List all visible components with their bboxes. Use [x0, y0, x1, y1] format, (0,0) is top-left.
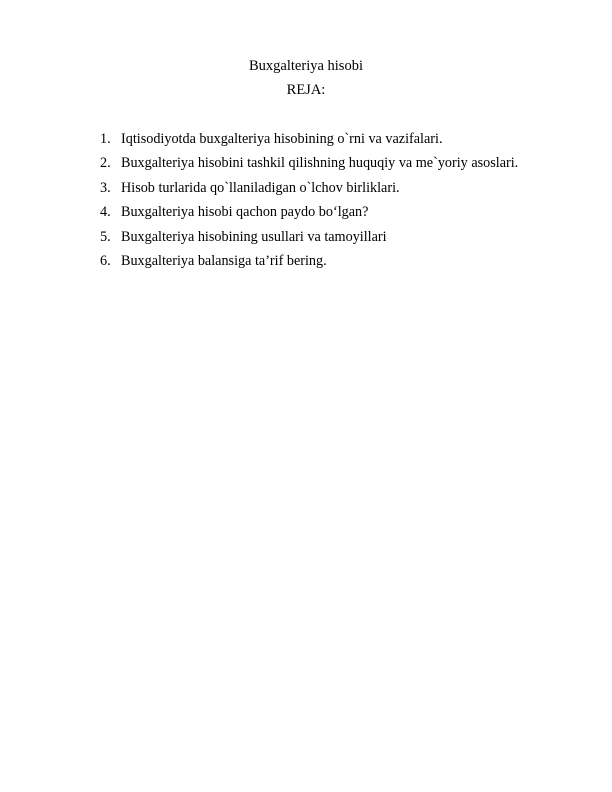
plan-list — [100, 127, 580, 273]
list-item — [100, 200, 580, 224]
plan-heading: REJA: — [286, 82, 326, 98]
list-item-text: Buxgalteriya hisobining usullari va tamoyillari — [121, 228, 387, 245]
list-item-text: Hisob turlarida qo`llaniladigan o`lchov birliklari. — [121, 179, 400, 196]
list-item-text: Buxgalteriya hisobini tashkil qilishning huquqiy va me`yoriy asoslari. — [121, 155, 519, 172]
list-item-text: Iqtisodiyotda buxgalteriya hisobining o`rni va vazifalari. — [121, 131, 443, 147]
list-item — [100, 176, 580, 200]
document-title: Buxgalteriya hisobi — [249, 58, 363, 74]
list-item — [100, 127, 580, 151]
list-item-number: 4. — [100, 204, 111, 221]
list-item — [100, 225, 580, 249]
list-item — [100, 249, 580, 273]
list-item-text: Buxgalteriya hisobi qachon paydo bo‘lgan? — [121, 204, 369, 221]
list-item-number: 6. — [100, 252, 111, 269]
list-item-number: 3. — [100, 179, 111, 196]
list-item-number: 1. — [100, 131, 111, 147]
list-item-number: 2. — [100, 155, 111, 172]
list-item — [100, 151, 580, 175]
list-item-text: Buxgalteriya balansiga ta’rif bering. — [121, 252, 327, 269]
list-item-number: 5. — [100, 228, 111, 245]
